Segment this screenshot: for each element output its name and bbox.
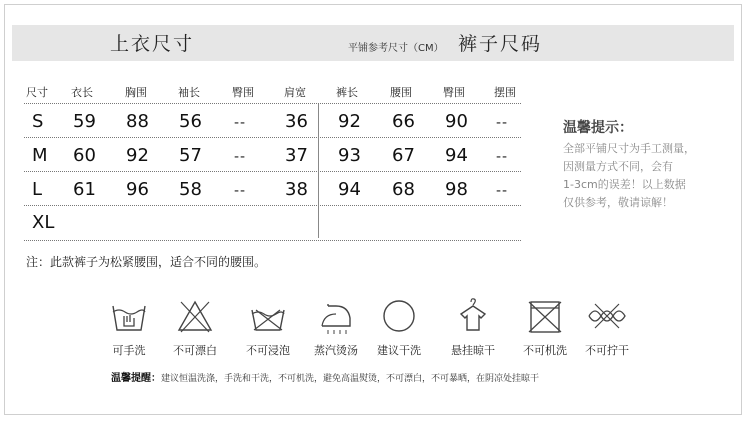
tips-line: 因测量方式不同，会有 bbox=[563, 160, 673, 173]
table-cell: 58 bbox=[179, 179, 202, 200]
table-cell: 88 bbox=[126, 111, 149, 132]
care-reminder-label: 温馨提醒： bbox=[111, 373, 161, 384]
dry-clean-icon bbox=[377, 296, 421, 336]
care-label: 建议干洗 bbox=[377, 344, 421, 357]
table-cell: 93 bbox=[338, 145, 361, 166]
care-reminder-text: 建议恒温洗涤，手洗和干洗，不可机洗，避免高温熨烫，不可漂白，不可暴晒，在阴凉处挂晾干 bbox=[161, 374, 540, 384]
table-cell: 38 bbox=[285, 179, 308, 200]
care-reminder bbox=[111, 369, 539, 384]
table-cell: 66 bbox=[392, 111, 415, 132]
table-divider bbox=[24, 171, 521, 172]
measurement-note: 平铺参考尺寸（CM） bbox=[348, 43, 444, 54]
care-item-no-bleach bbox=[158, 296, 232, 364]
tips-line: 仅供参考，敬请谅解！ bbox=[563, 196, 673, 209]
table-cell: 96 bbox=[126, 179, 149, 200]
steam-iron-icon bbox=[314, 296, 358, 336]
table-divider bbox=[24, 137, 521, 138]
table-divider bbox=[24, 240, 521, 241]
col-header-shoulder: 肩宽 bbox=[284, 86, 306, 99]
pants-waist-note: 注：此款裤子为松紧腰围，适合不同的腰围。 bbox=[26, 255, 267, 269]
tips-line: 全部平铺尺寸为手工测量， bbox=[563, 142, 695, 155]
table-cell: 94 bbox=[338, 179, 361, 200]
care-item-no-wring bbox=[570, 296, 644, 364]
col-header-chest: 胸围 bbox=[125, 86, 147, 99]
no-machine-wash-icon bbox=[523, 296, 567, 336]
care-label: 不可浸泡 bbox=[246, 344, 290, 357]
table-cell: 59 bbox=[73, 111, 96, 132]
table-cell: -- bbox=[234, 149, 247, 165]
care-item-hand-wash bbox=[92, 296, 166, 364]
tips-title: 温馨提示： bbox=[563, 120, 633, 136]
top-size-title: 上衣尺寸 bbox=[110, 33, 195, 55]
table-cell: -- bbox=[234, 115, 247, 131]
care-label: 蒸汽烫汤 bbox=[314, 344, 358, 357]
hang-dry-icon bbox=[451, 296, 495, 336]
care-item-no-soak bbox=[231, 296, 305, 364]
care-item-hang-dry bbox=[436, 296, 510, 364]
table-cell: 92 bbox=[338, 111, 361, 132]
col-header-sleeve: 袖长 bbox=[178, 86, 200, 99]
col-header-pants-length: 裤长 bbox=[336, 86, 358, 99]
table-cell: -- bbox=[496, 149, 509, 165]
no-bleach-icon bbox=[173, 296, 217, 336]
table-divider bbox=[24, 205, 521, 206]
table-cell: 61 bbox=[73, 179, 96, 200]
table-cell: L bbox=[32, 179, 43, 200]
table-cell: 36 bbox=[285, 111, 308, 132]
table-cell: 67 bbox=[392, 145, 415, 166]
hand-wash-icon bbox=[107, 296, 151, 336]
table-cell: 60 bbox=[73, 145, 96, 166]
table-cell: 68 bbox=[392, 179, 415, 200]
care-label: 悬挂晾干 bbox=[451, 344, 495, 357]
table-cell: 90 bbox=[445, 111, 468, 132]
col-header-length: 衣长 bbox=[71, 86, 93, 99]
table-cell: S bbox=[32, 111, 44, 132]
size-header-bar bbox=[12, 25, 734, 61]
table-cell: M bbox=[32, 145, 48, 166]
care-label: 不可拧干 bbox=[585, 344, 629, 357]
table-divider bbox=[24, 103, 521, 104]
table-cell: XL bbox=[32, 212, 55, 233]
care-label: 不可机洗 bbox=[523, 344, 567, 357]
tips-line: 1-3cm的误差！以上数据 bbox=[563, 178, 686, 191]
col-header-hem: 摆围 bbox=[494, 86, 516, 99]
table-cell: -- bbox=[496, 115, 509, 131]
care-item-dry-clean bbox=[362, 296, 436, 364]
col-header-waist: 腰围 bbox=[390, 86, 412, 99]
table-cell: 98 bbox=[445, 179, 468, 200]
col-header-hip: 臀围 bbox=[232, 86, 254, 99]
no-soak-icon bbox=[246, 296, 290, 336]
table-cell: 37 bbox=[285, 145, 308, 166]
table-cell: 56 bbox=[179, 111, 202, 132]
table-cell: 94 bbox=[445, 145, 468, 166]
care-label: 可手洗 bbox=[112, 344, 146, 357]
table-cell: -- bbox=[496, 183, 509, 199]
col-header-size: 尺寸 bbox=[26, 86, 48, 99]
table-cell: 57 bbox=[179, 145, 202, 166]
table-column-separator bbox=[318, 104, 319, 238]
col-header-pants-hip: 臀围 bbox=[443, 86, 465, 99]
care-label: 不可漂白 bbox=[173, 344, 217, 357]
table-cell: -- bbox=[234, 183, 247, 199]
table-cell: 92 bbox=[126, 145, 149, 166]
pants-size-title: 裤子尺码 bbox=[458, 33, 543, 55]
no-wring-icon bbox=[585, 296, 629, 336]
